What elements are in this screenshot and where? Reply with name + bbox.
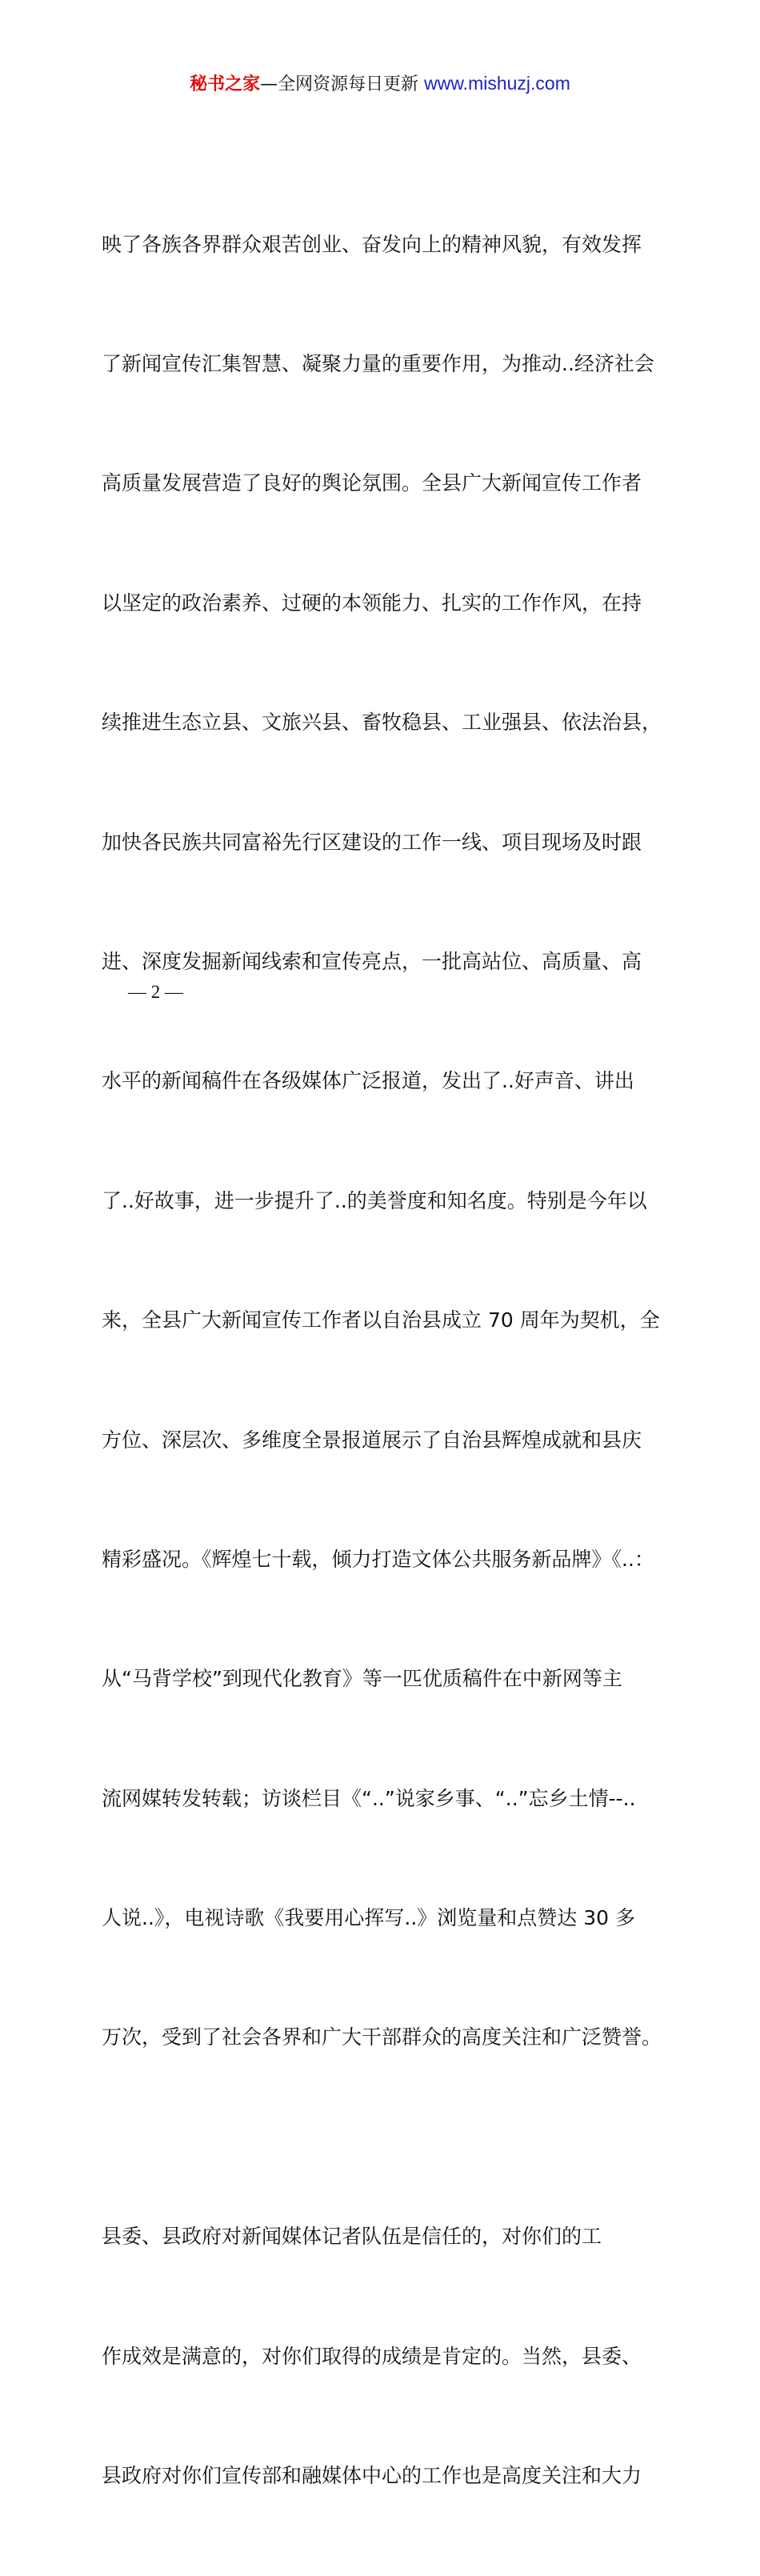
text-line: 水平的新闻稿件在各级媒体广泛报道，发出了..好声音、讲出 bbox=[102, 1069, 634, 1093]
text-line: 从“马背学校”到现代化教育》等一匹优质稿件在中新网等主 bbox=[102, 1667, 622, 1691]
text-line: 了新闻宣传汇集智慧、凝聚力量的重要作用，为推动..经济社会 bbox=[102, 351, 654, 375]
text-line: 万次，受到了社会各界和广大干部群众的高度关注和广泛赞誉。 bbox=[102, 2025, 662, 2049]
text-line: 以坚定的政治素养、过硬的本领能力、扎实的工作作风，在持 bbox=[102, 591, 642, 615]
paragraph-2 bbox=[102, 2137, 668, 2576]
text-line: 人说..》，电视诗歌《我要用心挥写..》浏览量和点赞达 30 多 bbox=[102, 1906, 635, 1930]
text-line: 来，全县广大新闻宣传工作者以自治县成立 70 周年为契机，全 bbox=[102, 1308, 660, 1332]
watermark-header bbox=[0, 69, 760, 99]
text-line: 县委、县政府对新闻媒体记者队伍是信任的，对你们的工 bbox=[102, 2225, 602, 2249]
page-number: — 2 — bbox=[128, 982, 183, 1002]
text-line: 进、深度发掘新闻线索和宣传亮点，一批高站位、高质量、高 bbox=[102, 949, 642, 973]
text-line: 续推进生态立县、文旅兴县、畜牧稳县、工业强县、依法治县， bbox=[102, 711, 662, 735]
text-line: 方位、深层次、多维度全景报道展示了自治县辉煌成就和县庆 bbox=[102, 1428, 642, 1452]
document-body bbox=[102, 145, 668, 2576]
text-line: 流网媒转发转载；访谈栏目《“..”说家乡事、“..”忘乡土情--.. bbox=[102, 1786, 636, 1810]
brand-name: 秘书之家 bbox=[190, 74, 261, 94]
header-tagline: —全网资源每日更新 bbox=[260, 74, 425, 94]
text-line: 精彩盛况。《辉煌七十载，倾力打造文体公共服务新品牌》《..： bbox=[102, 1547, 654, 1571]
paragraph-1 bbox=[102, 145, 668, 2137]
text-line: 映了各族各界群众艰苦创业、奋发向上的精神风貌，有效发挥 bbox=[102, 232, 642, 256]
text-line: 了..好故事，进一步提升了..的美誉度和知名度。特别是今年以 bbox=[102, 1188, 647, 1212]
text-line: 高质量发展营造了良好的舆论氛围。全县广大新闻宣传工作者 bbox=[102, 471, 642, 495]
site-url-link[interactable]: www.mishuzj.com bbox=[424, 73, 570, 94]
text-line: 加快各民族共同富裕先行区建设的工作一线、项目现场及时跟 bbox=[102, 830, 642, 854]
text-line: 作成效是满意的，对你们取得的成绩是肯定的。当然，县委、 bbox=[102, 2344, 642, 2368]
text-line: 县政府对你们宣传部和融媒体中心的工作也是高度关注和大力 bbox=[102, 2464, 642, 2488]
